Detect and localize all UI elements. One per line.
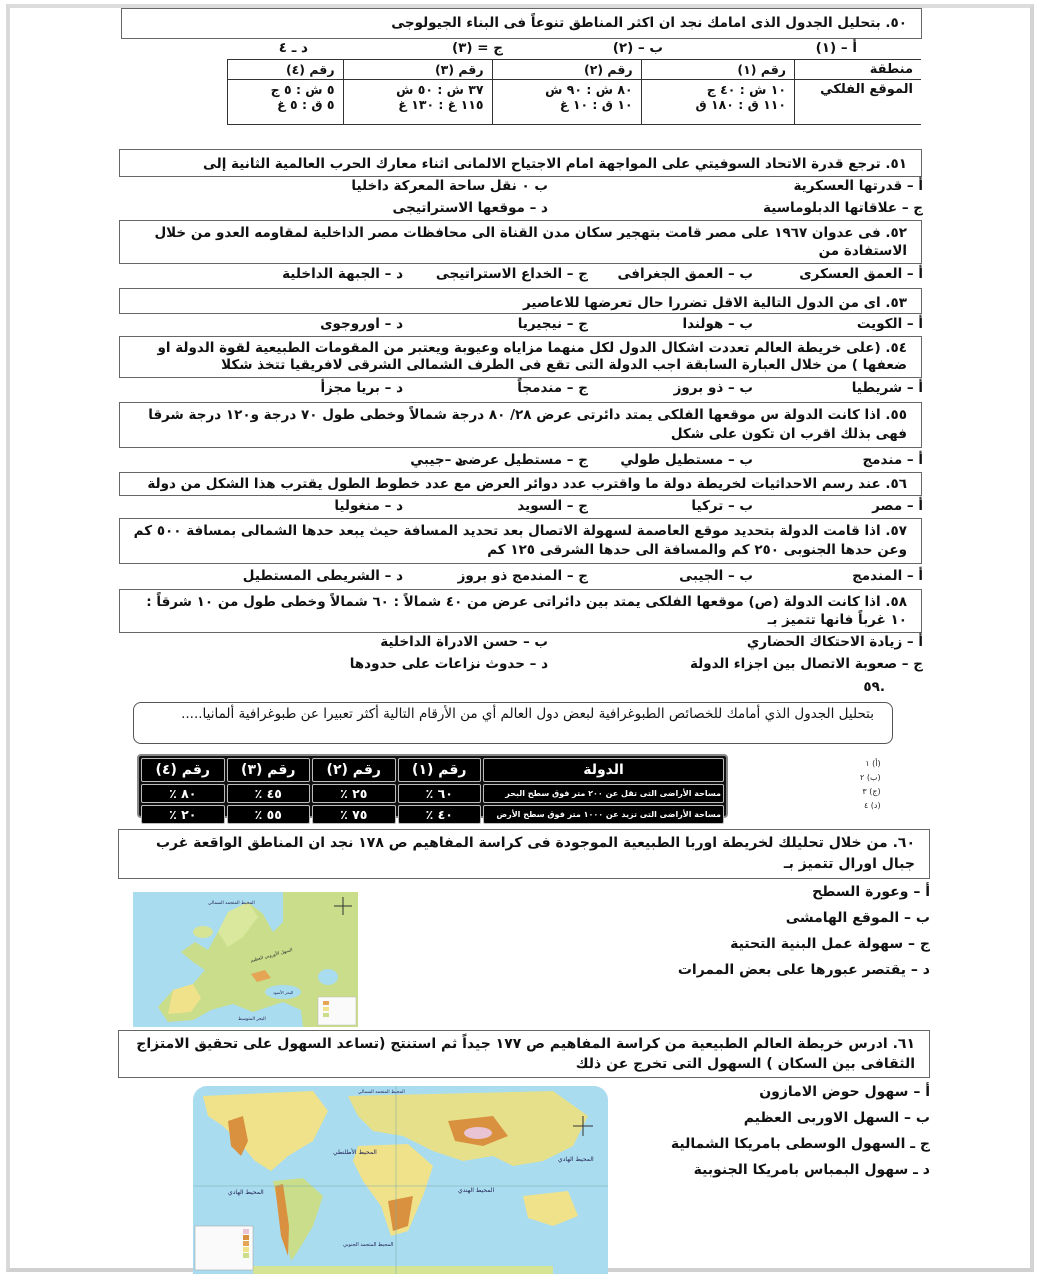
- table-cell: ٢٠ ٪: [141, 805, 225, 824]
- cell-2: ٨٠ ش : ٩٠ ش ١٠ ق : ١٠ غ: [492, 80, 641, 125]
- table-cell: ٦٠ ٪: [398, 784, 482, 803]
- question-50-text: ٥٠. بتحليل الجدول الذى امامك نجد ان اكثر المناطق تنوعاً فى البناء الجيولوجى: [391, 15, 907, 31]
- table-row: [141, 805, 724, 824]
- question-52: [119, 220, 922, 264]
- question-59-options: [860, 757, 881, 813]
- row-label: مساحة الأراضى التى تزيد عن ١٠٠٠ متر فوق سطح الأرض: [483, 805, 724, 824]
- question-57-text: ٥٧. اذا قامت الدولة بتحديد موقع العاصمة لسهولة الاتصال بعد تحديد المسافة حيث يبعد حدها الشمالى بمسافة ٥٠٠ كم وعن حدها الجنوبى ٢٥٠ كم والمسافة الى حدها الشرقى ١٢٥ كم: [133, 523, 907, 558]
- map-label-mediterranean: البحر المتوسط: [238, 1017, 266, 1022]
- table-cell: ٨٠ ٪: [141, 784, 225, 803]
- question-55-options: [0, 452, 1043, 472]
- option-d[interactable]: د – الجبهة الداخلية: [282, 266, 403, 282]
- question-61: [118, 1030, 930, 1078]
- question-52-text: ٥٢. فى عدوان ١٩٦٧ على مصر قامت بتهجير سكان مدن القناة الى محافظات مصر الداخلية لمقاومه العدو من خلال الاستفادة من: [154, 225, 907, 259]
- option-c[interactable]: ج – علاقاتها الدبلوماسية: [763, 200, 923, 216]
- col-header-2: رقم (٢): [312, 758, 396, 782]
- question-60: [118, 829, 930, 879]
- map-label-plain: السهل الأوروبي العظيم: [250, 947, 294, 964]
- question-58-options: [0, 634, 1043, 678]
- question-51-options: [0, 178, 1043, 222]
- col-header-2: رقم (٢): [492, 60, 641, 80]
- option-b[interactable]: ب – حسن الادراة الداخلية: [380, 634, 548, 650]
- question-59-number: .٥٩: [863, 679, 885, 695]
- option-c[interactable]: ج – نيجيريا: [517, 316, 588, 332]
- row-header-region: منطقة: [795, 60, 922, 80]
- question-59: [133, 702, 893, 744]
- question-52-options: [0, 266, 1043, 286]
- question-50: [121, 8, 922, 39]
- map-label-black-sea: البحر الأسود: [273, 990, 294, 995]
- option-b[interactable]: ب – ذو بروز: [673, 380, 753, 396]
- option-d[interactable]: د –جيبي: [410, 452, 463, 468]
- option-d[interactable]: د – حدوث نزاعات على حدودها: [349, 656, 548, 672]
- table-cell: ٧٥ ٪: [312, 805, 396, 824]
- table-cell: ٤٠ ٪: [398, 805, 482, 824]
- question-55: [119, 402, 922, 448]
- question-50-options: [0, 40, 1043, 58]
- col-header-3: رقم (٣): [343, 60, 492, 80]
- world-physical-map: [193, 1086, 608, 1274]
- europe-physical-map: [133, 892, 358, 1027]
- option-c[interactable]: ج – صعوبة الاتصال بين اجزاء الدولة: [689, 656, 923, 672]
- option-a[interactable]: أ – زيادة الاحتكاك الحضاري: [746, 634, 923, 650]
- option-c[interactable]: ج – الخداع الاستراتيجى: [435, 266, 588, 282]
- option-c[interactable]: ج – مندمجاً: [517, 380, 588, 396]
- cell-3: ٣٧ ش : ٥٠ ش ١١٥ غ : ١٣٠ غ: [343, 80, 492, 125]
- option-d[interactable]: د – يقتصر عبورها على بعض الممرات: [677, 962, 930, 978]
- question-50-table: [227, 59, 921, 125]
- option-a[interactable]: أ – سهول حوض الامازون: [759, 1084, 930, 1100]
- option-a[interactable]: أ – الكويت: [856, 316, 923, 332]
- col-header-4: رقم (٤): [228, 60, 344, 80]
- option-a[interactable]: أ – وعورة السطح: [812, 884, 930, 900]
- option-c[interactable]: ج – السويد: [517, 498, 588, 514]
- question-58: [119, 589, 922, 633]
- option-b[interactable]: (ب) ٢: [860, 773, 881, 782]
- option-b[interactable]: ب – مستطيل طولي: [620, 452, 753, 468]
- option-c[interactable]: ج – المندمج ذو بروز: [457, 568, 588, 584]
- col-header-3: رقم (٣): [227, 758, 311, 782]
- table-cell: ٤٥ ٪: [227, 784, 311, 803]
- question-53-text: ٥٣. اى من الدول التالية الاقل تضررا حال تعرضها للاعاصير: [523, 295, 907, 311]
- question-57-options: [0, 568, 1043, 588]
- option-d[interactable]: د – الشريطى المستطيل: [242, 568, 403, 584]
- question-60-text: ٦٠. من خلال تحليلك لخريطة اوربا الطبيعية الموجودة فى كراسة المفاهيم ص ١٧٨ نجد ان المناطق الواقعة غرب جبال اورال تتميز بـ: [155, 835, 915, 872]
- question-54: [119, 336, 922, 378]
- cell-4: ٥ ش : ٥ ج ٥ ق : ٥ غ: [228, 80, 344, 125]
- map-label-pacific-east: المحيط الهادي: [558, 1156, 594, 1163]
- question-56-options: [0, 498, 1043, 518]
- question-53: [119, 288, 922, 314]
- option-d[interactable]: د ـ سهول البمباس بامريكا الجنوبية: [693, 1162, 930, 1178]
- option-a[interactable]: أ – المندمج: [852, 568, 923, 584]
- option-b[interactable]: ب – الموقع الهامشى: [785, 910, 930, 926]
- map-label-pacific-west: المحيط الهادي: [228, 1189, 264, 1196]
- col-header-1: رقم (١): [398, 758, 482, 782]
- option-d[interactable]: (د) ٤: [863, 801, 881, 810]
- question-59-text: بتحليل الجدول الذي أمامك للخصائص الطبوغرافية لبعض دول العالم أي من الأرقام التالية أكثر تعبيرا عن طبوغرافية ألمانيا.....: [181, 706, 874, 722]
- option-b[interactable]: ب – هولندا: [682, 316, 753, 332]
- question-55-text: ٥٥. اذا كانت الدولة س موقعها الفلكى يمتد دائرتى عرض ٢٨/ ٨٠ درجة شمالاً وخطى طول ٧٠ درجة و١٢٠ درجة شرقا فهى بذلك اقرب ان تكون على شكل: [148, 407, 907, 442]
- option-a[interactable]: أ – مصر: [872, 498, 923, 514]
- table-corner: الدولة: [483, 758, 724, 782]
- col-header-4: رقم (٤): [141, 758, 225, 782]
- map-label-atlantic: المحيط الأطلنطي: [333, 1149, 377, 1156]
- option-b[interactable]: ب – السهل الاوربى العظيم: [743, 1110, 930, 1126]
- option-b[interactable]: ب – (٢): [612, 40, 663, 56]
- question-53-options: [0, 316, 1043, 336]
- question-54-options: [0, 380, 1043, 400]
- option-d[interactable]: د – بريا مجزأ: [320, 380, 403, 396]
- question-61-text: ٦١. ادرس خريطة العالم الطبيعية من كراسة المفاهيم ص ١٧٧ جيداً ثم استنتج (تساعد السهول على تحقيق الامتزاج الثقافى بين السكان ) السهول التى تخرج عن ذلك: [136, 1036, 915, 1072]
- option-c[interactable]: ج ـ السهول الوسطى بامريكا الشمالية: [670, 1136, 930, 1152]
- option-d[interactable]: د – موقعها الاستراتيجى: [392, 200, 548, 216]
- map-label-indian: المحيط الهندي: [458, 1187, 495, 1194]
- question-54-text: ٥٤. (على خريطة العالم تعددت اشكال الدول لكل منهما مزاياه وعيوبة ويعتبر من المقومات الطبيعية لقوة الدولة او ضعفها ) من خلال العبارة السابقة اجب الدولة التى تقع فى الطرف الشمالى الشرقى لافريقيا تتخذ شكلا: [157, 340, 907, 373]
- col-header-1: رقم (١): [641, 60, 794, 80]
- option-b[interactable]: ب – الجيبى: [679, 568, 753, 584]
- table-cell: ٥٥ ٪: [227, 805, 311, 824]
- map-label-arctic: المحيط المتجمد الشمالي: [358, 1090, 405, 1095]
- question-59-number-row: [0, 679, 1043, 697]
- table-cell: ٢٥ ٪: [312, 784, 396, 803]
- question-51-text: ٥١. ترجع قدرة الاتحاد السوفيتي على المواجهة امام الاجتياح الالمانى اثناء معارك الحرب العالمية الثانية إلى: [203, 156, 907, 172]
- map-label-southern: المحيط المتجمد الجنوبي: [343, 1242, 394, 1248]
- question-56-text: ٥٦. عند رسم الاحداثيات لخريطة دولة ما واقترب عدد دوائر العرض مع عدد خطوط الطول يقترب هذا الشكل من دولة: [147, 476, 907, 492]
- option-b[interactable]: ب ٠ نقل ساحة المعركة داخليا: [351, 178, 548, 194]
- option-a[interactable]: أ – شريطيا: [851, 380, 923, 396]
- question-58-text: ٥٨. اذا كانت الدولة (ص) موقعها الفلكى يمتد بين دائراتى عرض من ٤٠ شمالاً : ٦٠ شمالاً وخطى طول من ١٠ شرقاً : ١٠ غرباً فانها تتميز بـ: [146, 594, 907, 628]
- question-57: [119, 518, 922, 564]
- option-d[interactable]: د ـ ٤: [278, 40, 308, 56]
- question-56: [119, 472, 922, 496]
- option-a[interactable]: أ – (١): [815, 40, 857, 56]
- question-59-table: [137, 754, 728, 822]
- map-label-arctic: المحيط المتجمد الشمالي: [208, 901, 255, 906]
- question-51: [119, 149, 922, 177]
- option-c[interactable]: ج = (٣): [451, 40, 503, 56]
- row-label: مساحة الأراضى التى تقل عن ٢٠٠ متر فوق سطح البحر: [483, 784, 724, 803]
- option-d[interactable]: د – اوروجوى: [320, 316, 403, 332]
- option-c[interactable]: (ج) ٣: [862, 787, 881, 796]
- option-c[interactable]: ج – سهولة عمل البنية التحتية: [730, 936, 930, 952]
- option-b[interactable]: ب – العمق الجغرافى: [617, 266, 753, 282]
- option-a[interactable]: أ – العمق العسكرى: [799, 266, 923, 282]
- option-a[interactable]: أ – قدرتها العسكرية: [793, 178, 923, 194]
- row-header-location: الموقع الفلكي: [795, 80, 922, 125]
- option-c[interactable]: ج – مستطيل عرضى: [454, 452, 588, 468]
- option-d[interactable]: د – منغوليا: [334, 498, 403, 514]
- option-a[interactable]: (أ) ١: [865, 759, 881, 768]
- table-row: [141, 784, 724, 803]
- option-a[interactable]: أ – مندمج: [862, 452, 923, 468]
- option-b[interactable]: ب – تركيا: [691, 498, 753, 514]
- cell-1: ١٠ ش : ٤٠ ج ١١٠ ق : ١٨٠ ق: [641, 80, 794, 125]
